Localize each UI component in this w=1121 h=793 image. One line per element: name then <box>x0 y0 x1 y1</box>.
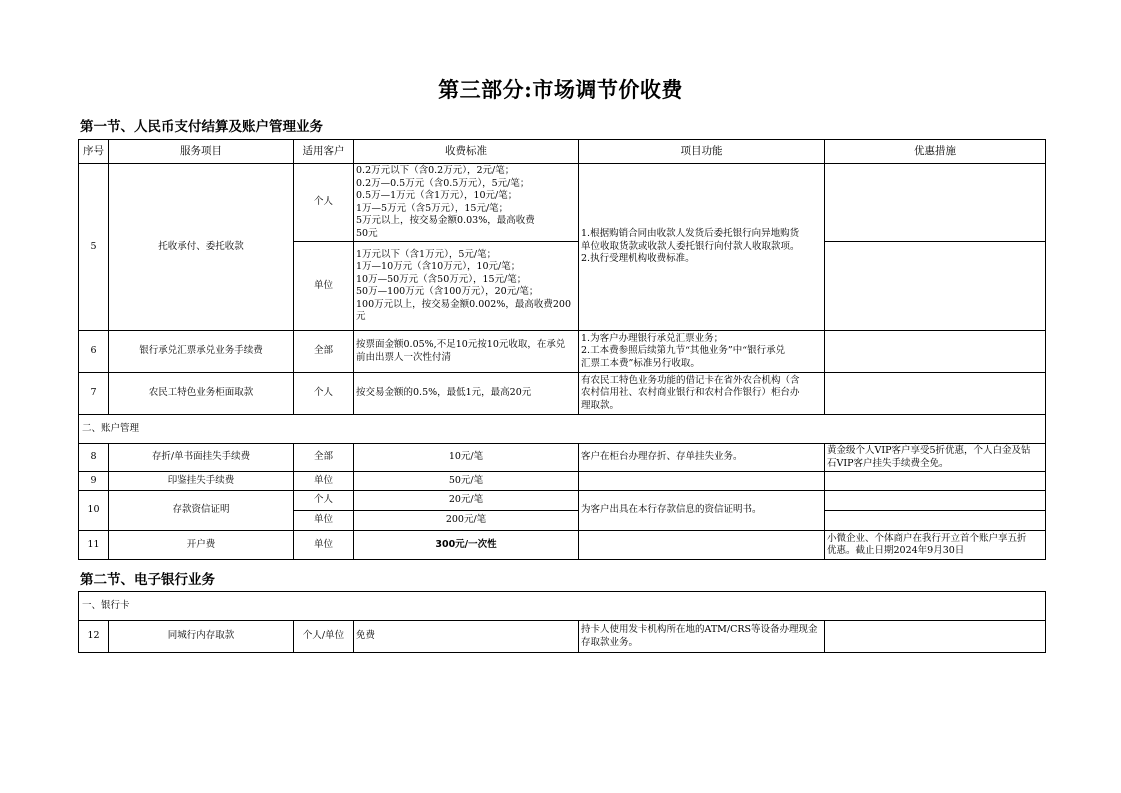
table-row <box>79 621 1046 653</box>
fee-table-2 <box>78 591 1046 653</box>
discount-line: 小微企业、个体商户在我行开立首个账户享五折 <box>827 532 1027 544</box>
row-discount <box>825 373 1046 415</box>
row-discount <box>825 164 1046 242</box>
row-function <box>579 164 825 331</box>
fee-line: 1万元以下（含1万元），5元/笔； <box>356 248 497 260</box>
sub-heading-bank-card: 一、银行卡 <box>79 592 1046 621</box>
row-discount <box>825 511 1046 531</box>
function-line: 2.工本费参照后续第九节“其他业务”中“银行承兑 <box>581 345 786 357</box>
function-line: 1.根据购销合同由收款人发货后委托银行向异地购货 <box>581 228 800 240</box>
row-fee: 10元/笔 <box>354 444 579 472</box>
sub-heading-row <box>79 592 1046 621</box>
row-fee: 200元/笔 <box>354 511 579 531</box>
header-no: 序号 <box>79 140 109 164</box>
discount-line: 石VIP客户挂失手续费全免。 <box>827 457 949 469</box>
fee-line: 0.5万—1万元（含1万元），10元/笔； <box>356 190 518 201</box>
function-line: 存取款业务。 <box>581 636 639 648</box>
row-service: 同城行内存取款 <box>109 621 294 653</box>
row-customer: 全部 <box>294 444 354 472</box>
table-row <box>79 164 1046 242</box>
row-no: 5 <box>79 164 109 331</box>
row-no: 8 <box>79 444 109 472</box>
function-line: 持卡人使用发卡机构所在地的ATM/CRS等设备办理现金 <box>581 624 818 635</box>
row-discount <box>825 242 1046 331</box>
table-row <box>79 444 1046 472</box>
row-no: 10 <box>79 491 109 531</box>
sub-heading-row <box>79 415 1046 444</box>
row-customer: 单位 <box>294 242 354 331</box>
row-no: 9 <box>79 472 109 491</box>
row-service: 农民工特色业务柜面取款 <box>109 373 294 415</box>
row-fee <box>354 242 579 331</box>
table-row <box>79 331 1046 373</box>
fee-line: 1万—10万元（含10万元），10元/笔； <box>356 261 521 272</box>
row-customer: 单位 <box>294 531 354 560</box>
discount-line: 黄金级个人VIP客户享受5折优惠，个人白金及钻 <box>827 445 1031 456</box>
function-line: 理取款。 <box>581 399 620 411</box>
row-service: 开户费 <box>109 531 294 560</box>
function-line: 1.为客户办理银行承兑汇票业务； <box>581 332 724 344</box>
header-fee: 收费标准 <box>354 140 579 164</box>
row-service: 存款资信证明 <box>109 491 294 531</box>
function-line: 2.执行受理机构收费标准。 <box>581 253 695 265</box>
row-fee <box>354 331 579 373</box>
row-function <box>579 621 825 653</box>
row-function <box>579 373 825 415</box>
row-customer: 全部 <box>294 331 354 373</box>
row-service: 托收承付、委托收款 <box>109 164 294 331</box>
row-customer: 单位 <box>294 472 354 491</box>
row-service: 存折/单书面挂失手续费 <box>109 444 294 472</box>
fee-line: 0.2万元以下（含0.2万元），2元/笔； <box>356 165 515 176</box>
table-row <box>79 491 1046 511</box>
row-discount <box>825 331 1046 373</box>
fee-line: 5万元以上，按交易金额0.03%，最高收费 <box>356 215 535 226</box>
row-no: 11 <box>79 531 109 560</box>
table-row <box>79 472 1046 491</box>
row-function: 客户在柜台办理存折、存单挂失业务。 <box>579 444 825 472</box>
row-no: 12 <box>79 621 109 653</box>
page-title: 第三部分:市场调节价收费 <box>438 77 683 102</box>
fee-table-1 <box>78 139 1046 560</box>
header-discount: 优惠措施 <box>825 140 1046 164</box>
row-discount <box>825 444 1046 472</box>
function-line: 有农民工特色业务功能的借记卡在省外农合机构（含 <box>581 374 800 386</box>
sub-heading-account: 二、账户管理 <box>79 415 1046 444</box>
header-customer: 适用客户 <box>294 140 354 164</box>
row-service: 银行承兑汇票承兑业务手续费 <box>109 331 294 373</box>
fee-line: 1万—5万元（含5万元），15元/笔； <box>356 202 509 214</box>
fee-line: 50元 <box>356 227 378 239</box>
function-line: 单位收取货款或收款人委托银行向付款人收取款项。 <box>581 240 800 252</box>
row-fee: 300元/一次性 <box>354 531 579 560</box>
fee-line: 10万—50万元（含50万元），15元/笔； <box>356 273 527 285</box>
row-discount <box>825 621 1046 653</box>
discount-line: 优惠。截止日期2024年9月30日 <box>827 545 965 556</box>
row-fee <box>354 164 579 242</box>
row-function <box>579 472 825 491</box>
row-customer: 单位 <box>294 511 354 531</box>
table-row <box>79 531 1046 560</box>
row-no: 6 <box>79 331 109 373</box>
fee-line: 50万—100万元（含100万元），20元/笔； <box>356 286 539 297</box>
row-function: 为客户出具在本行存款信息的资信证明书。 <box>579 491 825 531</box>
row-no: 7 <box>79 373 109 415</box>
row-fee: 免费 <box>354 621 579 653</box>
fee-line: 0.2万—0.5万元（含0.5万元），5元/笔； <box>356 177 530 189</box>
row-customer: 个人 <box>294 373 354 415</box>
row-discount <box>825 491 1046 511</box>
row-discount <box>825 531 1046 560</box>
row-service: 印鉴挂失手续费 <box>109 472 294 491</box>
section-heading-2: 第二节、电子银行业务 <box>80 572 215 588</box>
row-discount <box>825 472 1046 491</box>
table-header-row <box>79 140 1046 164</box>
section-heading-1: 第一节、人民币支付结算及账户管理业务 <box>80 119 323 135</box>
header-function: 项目功能 <box>579 140 825 164</box>
function-line: 汇票工本费”标准另行收取。 <box>581 357 700 369</box>
row-function <box>579 531 825 560</box>
row-customer: 个人/单位 <box>294 621 354 653</box>
row-function <box>579 331 825 373</box>
fee-line: 按票面金额0.05%,不足10元按10元收取，在承兑 <box>356 339 566 350</box>
table-row <box>79 373 1046 415</box>
fee-line: 元 <box>356 311 366 322</box>
fee-line: 前由出票人一次性付清 <box>356 351 452 363</box>
row-fee: 50元/笔 <box>354 472 579 491</box>
row-customer: 个人 <box>294 491 354 511</box>
header-service: 服务项目 <box>109 140 294 164</box>
function-line: 农村信用社、农村商业银行和农村合作银行）柜台办 <box>581 387 800 399</box>
row-fee: 按交易金额的0.5%，最低1元，最高20元 <box>354 373 579 415</box>
row-fee: 20元/笔 <box>354 491 579 511</box>
fee-line: 100万元以上，按交易金额0.002%，最高收费200 <box>356 298 571 310</box>
row-customer: 个人 <box>294 164 354 242</box>
